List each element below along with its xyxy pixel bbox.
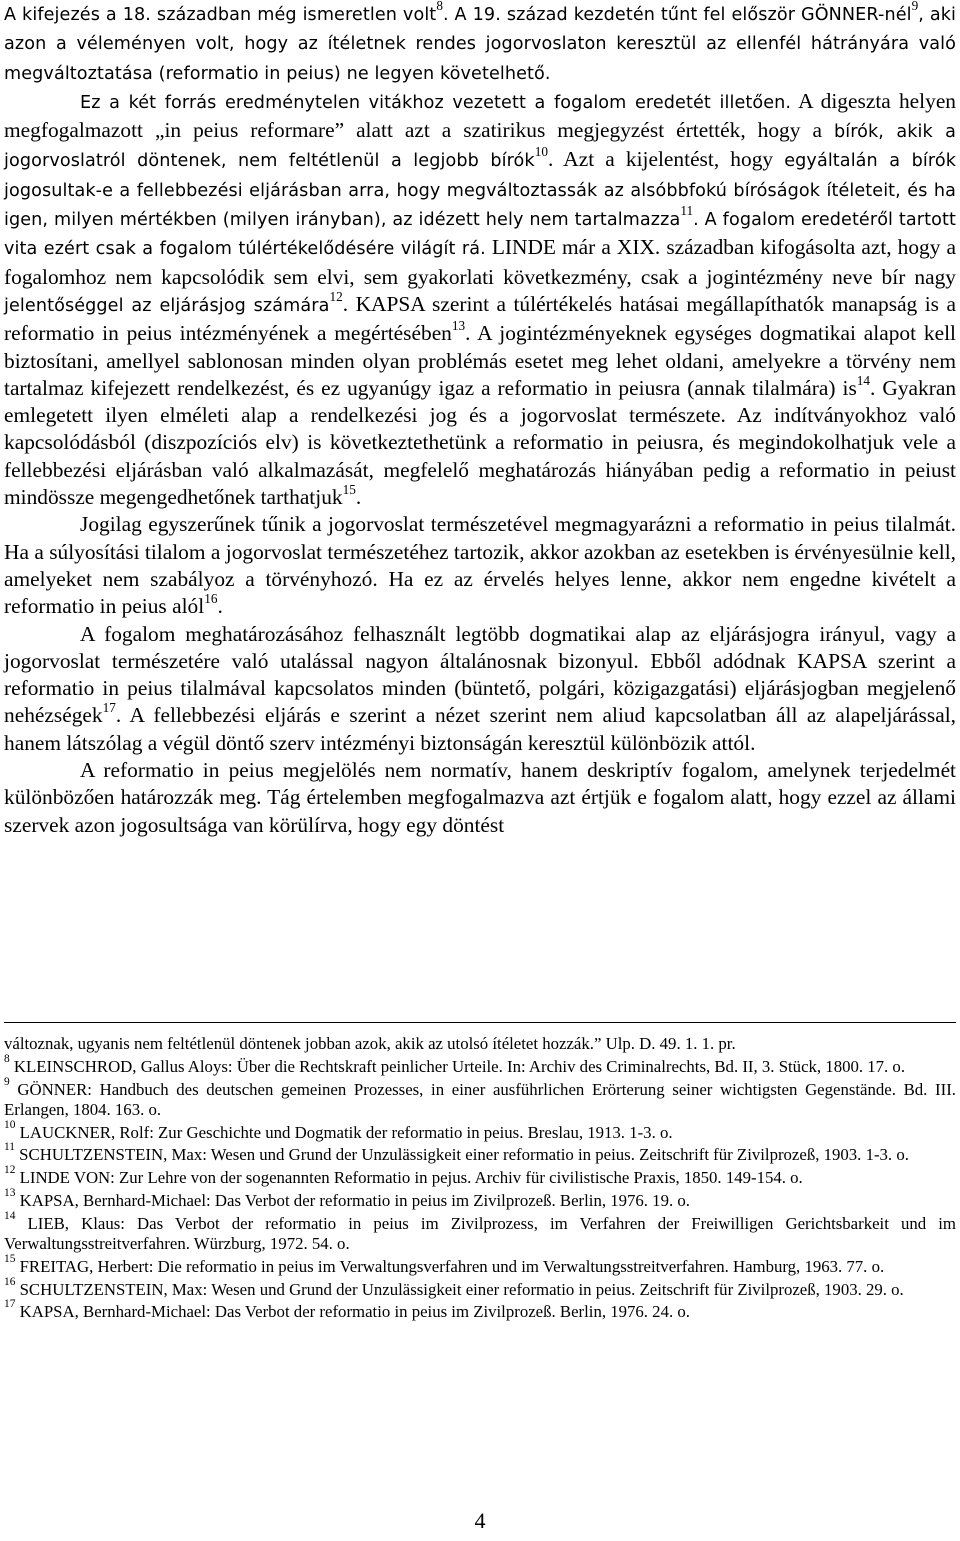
footnote-text: KLEINSCHROD, Gallus Aloys: Über die Rechtskraft peinlicher Urteile. In: Archiv des Criminalrechts, Bd. II, 3. Stück, 1800. 17. o. (9, 1056, 906, 1076)
text-run: A digeszta helyen megfogalmazott „in peius reformare” alatt azt a szatirikus megjegyzést értették, hogy a (4, 88, 957, 143)
text-run: . (355, 485, 362, 510)
footnote-ref-12[interactable]: 12 (329, 288, 343, 304)
text-run: , aki azon a véleményen volt, hogy az ítéletnek rendes jogorvoslaton keresztül az ellenfél hátrányára való megváltoztatása (reformatio in peius) ne legyen követelhető. (4, 5, 957, 84)
footnote-number: 12 (4, 1164, 16, 1177)
text-run: . A jogintézményeknek egységes dogmatikai alapot kell biztosítani, amellyel sablonosan minden olyan problémás esetet meg lehet oldani, amelyekre a törvény nem tartalmaz kifejezett rendelkezést, és ez ugyanúgy igaz a reformatio in peiusra (annak tilalmára) is (4, 321, 956, 400)
text-run: . (217, 594, 223, 619)
footnote-ref-14[interactable]: 14 (856, 372, 871, 388)
footnote-number: 9 (4, 1075, 10, 1088)
text-run: . A fogalom eredetéről tartott vita ezért csak a fogalom túlértékelődésére világít rá. (4, 210, 956, 260)
paragraph-2 (4, 88, 956, 511)
text-run: A fogalom meghatározásához felhasznált legtöbb dogmatikai alap az eljárásjogra irányul, vagy a jogorvoslat természetére való utalással nagyon általánosnak bizonyul. Ebből adódnak KAPSA szerint a reformatio in peius tilalmával kapcsolatos minden (büntető, polgári, közigazgatási) eljárásjogban megjelenő nehézségek (4, 621, 956, 728)
footnote-10 (4, 1118, 956, 1143)
footnote-number: 11 (4, 1141, 15, 1154)
footnote-17 (4, 1298, 956, 1322)
footnote-divider (4, 1022, 956, 1023)
footnote-text: KAPSA, Bernhard-Michael: Das Verbot der reformatio in peius im Zivilprozeß. Berlin, 1976. 19. o. (15, 1190, 690, 1210)
text-run: Ez a két forrás eredménytelen vitákhoz vezetett a fogalom eredetét illetően. (80, 92, 792, 113)
main-text (4, 0, 956, 839)
page-number: 4 (474, 1508, 486, 1533)
footnote-text: KAPSA, Bernhard-Michael: Das Verbot der reformatio in peius im Zivilprozeß. Berlin, 1976. 24. o. (15, 1302, 690, 1322)
text-run: jelentőséggel az eljárásjog számára (4, 295, 330, 316)
text-run: . A 19. század kezdetén tűnt fel először GÖNNER-nél (442, 5, 912, 25)
paragraph-1 (4, 0, 956, 88)
footnote-ref-16[interactable]: 16 (204, 591, 218, 607)
footnote-13 (4, 1186, 956, 1211)
text-run: bírók, akik a jogorvoslatról döntenek, nem feltétlenül a legjobb bírók (4, 122, 956, 172)
text-run: A kifejezés a 18. században még ismeretlen volt (4, 5, 437, 25)
footnote-number: 16 (4, 1275, 16, 1288)
footnote-text: GÖNNER: Handbuch des deutschen gemeinen Prozesses, in einer ausführlichen Erörterung seiner wichtigsten Gegenstände. Bd. III. Erlangen, 1804. 163. o. (4, 1079, 956, 1119)
footnote-number: 13 (4, 1186, 16, 1199)
footnote-15 (4, 1252, 956, 1277)
footnote-text: SCHULTZENSTEIN, Max: Wesen und Grund der Unzulässigkeit einer reformatio in peius. Zeitschrift für Zivilprozeß, 1903. 1-3. o. (14, 1145, 909, 1165)
footnote-ref-15[interactable]: 15 (342, 481, 356, 497)
footnote-text: SCHULTZENSTEIN, Max: Wesen und Grund der Unzulässigkeit einer reformatio in peius. Zeitschrift für Zivilprozeß, 1903. 29. o. (15, 1279, 904, 1299)
footnote-ref-13[interactable]: 13 (451, 318, 466, 334)
text-run: Jogilag egyszerűnek tűnik a jogorvoslat természetével megmagyarázni a reformatio in peius tilalmát. Ha a súlyosítási tilalom a jogorvoslat természetéhez tartozik, akkor azokban az esetekben is érvényesülnie kell, amelyeket nem szabályoz a törvényhozó. Ha ez az érvelés helyes lenne, akkor nem engedne kivételt a reformatio in peius alól (4, 512, 956, 619)
footnote-number: 15 (4, 1252, 16, 1265)
footnote-text: LINDE VON: Zur Lehre von der sogenannten Reformatio in pejus. Archiv für civilistische Praxis, 1850. 149-154. o. (15, 1168, 803, 1188)
text-run: . Gyakran emlegetett ilyen elméleti alap a rendelkezési jog és a jogorvoslat természete. Az indítványokhoz való kapcsolódásból (diszpozíciós elv) is következtethetünk a reformatio in peiusra, és megindokolhatjuk vele a fellebbezési eljárásban való alkalmazását, megfelelő meghatározás hiányában pedig a reformatio in peiust mindössze megengedhetőnek tarthatjuk (4, 375, 957, 510)
footnote-9 (4, 1075, 956, 1120)
paragraph-4 (4, 621, 956, 757)
text-run: . A fellebbezési eljárás e szerint a nézet szerint nem aliud kapcsolatban áll az alapeljárással, hanem látszólag a végül döntő szerv intézményi biztonságán keresztül különbözik attól. (4, 703, 956, 755)
paragraph-5 (4, 757, 956, 839)
paragraph-3 (4, 511, 956, 620)
footnote-11 (4, 1141, 956, 1165)
text-run: . Azt a kijelentést, hogy (547, 147, 785, 172)
footnote-number: 10 (4, 1118, 16, 1131)
footnote-number: 14 (4, 1209, 16, 1222)
footnotes-section (4, 1034, 956, 1323)
footnote-ref-8[interactable]: 8 (436, 0, 443, 13)
footnote-text: LIEB, Klaus: Das Verbot der reformatio in peius im Zivilprozess, im Verfahren der Freiwilligen Gerichtsbarkeit und im Verwaltungsstreitverfahren. Würzburg, 1972. 54. o. (4, 1213, 956, 1253)
footnote-ref-9[interactable]: 9 (911, 0, 919, 13)
footnote-number: 17 (4, 1298, 16, 1311)
footnote-16 (4, 1275, 956, 1300)
text-run: egyáltalán a bírók jogosultak-e a fellebbezési eljárásban arra, hogy megváltoztassák az alsóbbfokú bíróságok ítéleteit, és ha igen, milyen mértékben (milyen irányban), az idézett hely nem tartalmazza (4, 151, 957, 231)
text-run: LINDE már a XIX. században kifogásolta azt, hogy a fogalomhoz nem kapcsolódik sem elvi, sem gyakorlati következmény, csak a jogintézmény neve bír nagy (4, 235, 956, 289)
text-run: A reformatio in peius megjelölés nem normatív, hanem deskriptív fogalom, amelynek terjedelmét különbözően határozzák meg. Tág értelemben megfogalmazva azt értjük e fogalom alatt, hogy ezzel az állami szervek azon jogosultsága van körülírva, hogy egy döntést (4, 758, 956, 837)
footnote-ref-17[interactable]: 17 (102, 700, 116, 716)
footnote-number: 8 (4, 1052, 10, 1065)
footnote-14 (4, 1209, 956, 1254)
footnote-12 (4, 1164, 956, 1188)
footnote-ref-11[interactable]: 11 (680, 202, 694, 218)
text-run: . KAPSA szerint a túlértékelés hatásai megállapíthatók manapság is a reformatio in peius intézményének a megértésében (4, 291, 956, 346)
footnote-ref-10[interactable]: 10 (534, 144, 548, 160)
footnote-text: FREITAG, Herbert: Die reformatio in peius im Verwaltungsverfahren und im Verwaltungsstreitverfahren. Hamburg, 1963. 77. o. (15, 1256, 885, 1276)
footnote-text: LAUCKNER, Rolf: Zur Geschichte und Dogmatik der reformatio in peius. Breslau, 1913. 1-3. o. (15, 1122, 673, 1142)
footnote-continuation: változnak, ugyanis nem feltétlenül döntenek jobban azok, akik az utolsó ítéletet hozzák.” Ulp. D. 49. 1. 1. pr. (4, 1034, 736, 1053)
footnote-8 (4, 1052, 956, 1077)
